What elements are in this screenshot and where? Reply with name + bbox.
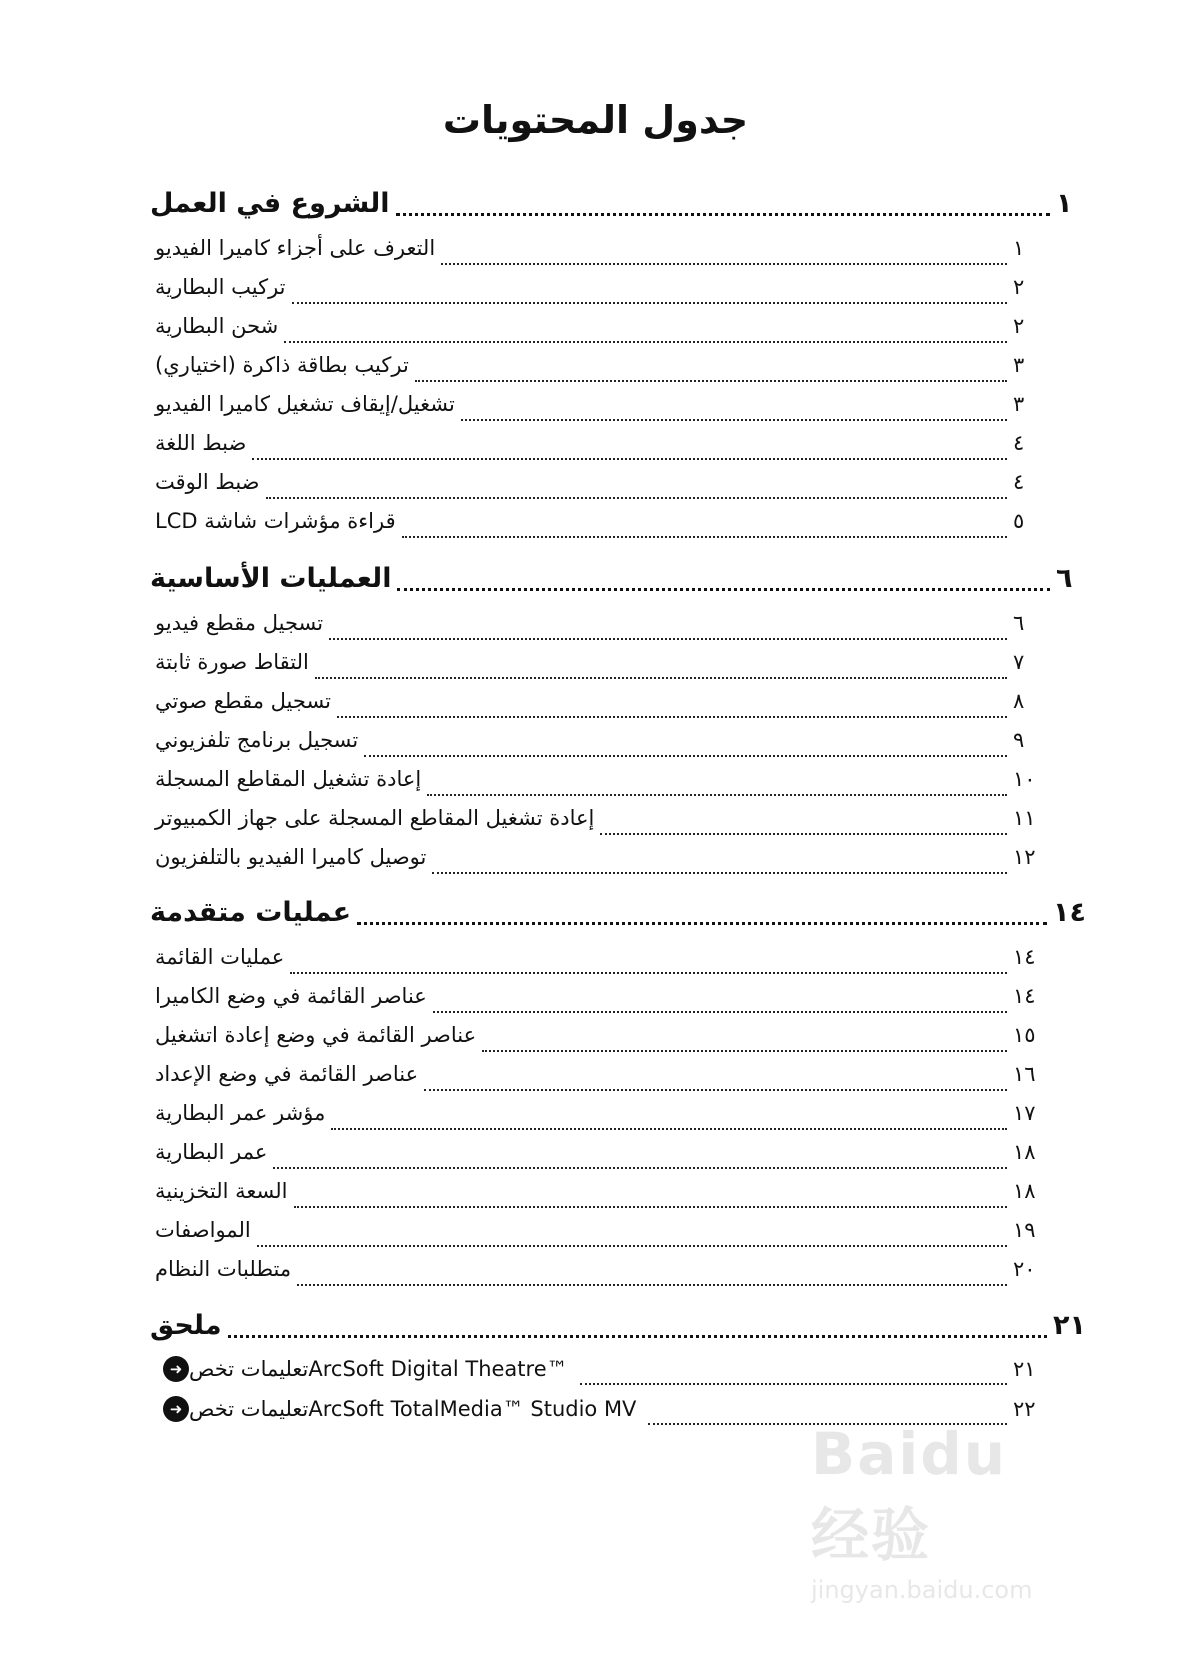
section-title: العمليات الأساسية xyxy=(150,563,392,594)
dot-leader xyxy=(329,637,1007,640)
toc-entry[interactable] xyxy=(155,945,1041,983)
entry-page-number: ٣ xyxy=(1013,392,1025,416)
dot-leader xyxy=(441,262,1007,265)
entry-page-number: ١٧ xyxy=(1013,1101,1036,1125)
dot-leader xyxy=(397,587,1050,591)
dot-leader xyxy=(315,676,1007,679)
dot-leader xyxy=(415,379,1007,382)
dot-leader xyxy=(294,1205,1007,1208)
dot-leader xyxy=(424,1088,1007,1091)
dot-leader xyxy=(273,1166,1007,1169)
arrow-circle-icon: ➜ xyxy=(163,1396,189,1422)
entry-page-number: ١٥ xyxy=(1013,1023,1036,1047)
entry-page-number: ٢ xyxy=(1013,314,1025,338)
toc-entry[interactable] xyxy=(155,1023,1041,1061)
toc-entry[interactable] xyxy=(155,353,1041,391)
toc-entry[interactable] xyxy=(155,1140,1041,1178)
toc-entry[interactable] xyxy=(155,689,1041,727)
dot-leader xyxy=(364,754,1007,757)
dot-leader xyxy=(357,921,1047,925)
toc-section-heading[interactable] xyxy=(150,563,1086,601)
entry-page-number: ٤ xyxy=(1013,470,1025,494)
section-page-number: ٢١ xyxy=(1053,1310,1086,1341)
toc-section-heading[interactable] xyxy=(150,188,1086,226)
section-title: ملحق xyxy=(150,1310,222,1341)
entry-page-number: ٩ xyxy=(1013,728,1025,752)
entry-page-number: ١٤ xyxy=(1013,945,1036,969)
entry-page-number: ٦ xyxy=(1013,611,1025,635)
dot-leader xyxy=(600,832,1007,835)
entry-title: إعادة تشغيل المقاطع المسجلة xyxy=(155,767,422,791)
toc-entry[interactable] xyxy=(155,1218,1041,1256)
dot-leader xyxy=(331,1127,1007,1130)
entry-title: عناصر القائمة في وضع الكاميرا xyxy=(155,984,427,1008)
baidu-watermark xyxy=(811,1420,1051,1604)
entry-title: ضبط اللغة xyxy=(155,431,247,455)
entry-title: عناصر القائمة في وضع الإعداد xyxy=(155,1062,419,1086)
toc-entry[interactable] xyxy=(155,392,1041,430)
dot-leader xyxy=(432,871,1007,874)
entry-page-number: ١١ xyxy=(1013,806,1036,830)
watermark-url: jingyan.baidu.com xyxy=(811,1576,1033,1604)
entry-title: عمليات القائمة xyxy=(155,945,285,969)
entry-title: تركيب بطاقة ذاكرة (اختياري) xyxy=(155,353,409,377)
section-page-number: ١ xyxy=(1056,188,1073,219)
toc-entry[interactable] xyxy=(155,1356,1041,1394)
entry-title: تشغيل/إيقاف تشغيل كاميرا الفيديو xyxy=(155,392,455,416)
dot-leader xyxy=(297,1283,1007,1286)
page-title: جدول المحتويات xyxy=(442,98,749,142)
dot-leader xyxy=(337,715,1007,718)
section-title: عمليات متقدمة xyxy=(150,897,352,928)
entry-title: تركيب البطارية xyxy=(155,275,286,299)
dot-leader xyxy=(292,301,1007,304)
entry-title: ضبط الوقت xyxy=(155,470,260,494)
entry-page-number: ١٠ xyxy=(1013,767,1036,791)
section-title: الشروع في العمل xyxy=(150,188,390,219)
entry-title: تسجيل مقطع صوتي xyxy=(155,689,332,713)
arrow-circle-icon: ➜ xyxy=(163,1356,189,1382)
entry-page-number: ٨ xyxy=(1013,689,1025,713)
entry-title: إعادة تشغيل المقاطع المسجلة على جهاز الكمبيوتر xyxy=(155,806,595,830)
entry-title: متطلبات النظام xyxy=(155,1257,292,1281)
entry-title: توصيل كاميرا الفيديو بالتلفزيون xyxy=(155,845,427,869)
entry-title: قراءة مؤشرات شاشة LCD xyxy=(155,509,396,533)
toc-entry[interactable] xyxy=(155,845,1041,883)
entry-title: تسجيل مقطع فيديو xyxy=(155,611,324,635)
watermark-logo: Baidu经验 xyxy=(811,1420,1008,1569)
entry-title xyxy=(155,1356,574,1382)
entry-page-number: ١٢ xyxy=(1013,845,1036,869)
entry-title: مؤشر عمر البطارية xyxy=(155,1101,326,1125)
dot-leader xyxy=(433,1010,1007,1013)
dot-leader xyxy=(252,457,1007,460)
entry-page-number: ١٨ xyxy=(1013,1140,1036,1164)
toc-entry[interactable] xyxy=(155,767,1041,805)
toc-entry[interactable] xyxy=(155,806,1041,844)
toc-section-heading[interactable] xyxy=(150,1310,1086,1348)
toc-section-heading[interactable] xyxy=(150,897,1086,935)
dot-leader xyxy=(396,212,1050,216)
toc-entry[interactable] xyxy=(155,275,1041,313)
entry-title: تسجيل برنامج تلفزيوني xyxy=(155,728,359,752)
dot-leader xyxy=(402,535,1007,538)
entry-page-number: ١٦ xyxy=(1013,1062,1036,1086)
section-page-number: ٦ xyxy=(1056,563,1073,594)
entry-title-product: ArcSoft Digital Theatre™ xyxy=(308,1357,568,1381)
entry-page-number: ١٩ xyxy=(1013,1218,1036,1242)
toc-entry[interactable] xyxy=(155,1062,1041,1100)
entry-page-number: ٣ xyxy=(1013,353,1025,377)
dot-leader xyxy=(284,340,1007,343)
toc-entry[interactable] xyxy=(155,984,1041,1022)
entry-title-prefix: تعليمات تخص xyxy=(189,1357,309,1381)
entry-title: التقاط صورة ثابتة xyxy=(155,650,309,674)
entry-page-number: ٧ xyxy=(1013,650,1025,674)
section-page-number: ١٤ xyxy=(1053,897,1086,928)
dot-leader xyxy=(427,793,1007,796)
entry-title: السعة التخزينية xyxy=(155,1179,288,1203)
dot-leader xyxy=(257,1244,1007,1247)
dot-leader xyxy=(461,418,1007,421)
entry-page-number: ١ xyxy=(1013,236,1025,260)
entry-page-number: ٢ xyxy=(1013,275,1025,299)
toc-entry[interactable] xyxy=(155,314,1041,352)
entry-title xyxy=(155,1396,642,1422)
toc-entry[interactable] xyxy=(155,236,1041,274)
entry-title-prefix: تعليمات تخص xyxy=(189,1397,309,1421)
toc-entry[interactable] xyxy=(155,728,1041,766)
toc-entry[interactable] xyxy=(155,1257,1041,1295)
entry-page-number: ١٨ xyxy=(1013,1179,1036,1203)
entry-page-number: ١٤ xyxy=(1013,984,1036,1008)
toc-entry[interactable] xyxy=(155,611,1041,649)
dot-leader xyxy=(228,1334,1047,1338)
entry-page-number: ٢٢ xyxy=(1013,1397,1036,1421)
entry-title: المواصفات xyxy=(155,1218,251,1242)
entry-page-number: ٢٠ xyxy=(1013,1257,1036,1281)
dot-leader xyxy=(580,1382,1007,1385)
entry-page-number: ٢١ xyxy=(1013,1357,1036,1381)
entry-title: عناصر القائمة في وضع إعادة اتشغيل xyxy=(155,1023,477,1047)
toc-entry[interactable] xyxy=(155,470,1041,508)
toc-entry[interactable] xyxy=(155,1179,1041,1217)
toc-entry[interactable] xyxy=(155,650,1041,688)
dot-leader xyxy=(290,971,1007,974)
dot-leader xyxy=(482,1049,1007,1052)
entry-title: عمر البطارية xyxy=(155,1140,268,1164)
toc-entry[interactable] xyxy=(155,509,1041,547)
entry-page-number: ٥ xyxy=(1013,509,1025,533)
entry-title: شحن البطارية xyxy=(155,314,279,338)
toc-entry[interactable] xyxy=(155,1101,1041,1139)
entry-title: التعرف على أجزاء كاميرا الفيديو xyxy=(155,236,436,260)
toc-entry[interactable] xyxy=(155,431,1041,469)
dot-leader xyxy=(266,496,1007,499)
entry-page-number: ٤ xyxy=(1013,431,1025,455)
entry-title-product: ArcSoft TotalMedia™ Studio MV xyxy=(308,1397,637,1421)
